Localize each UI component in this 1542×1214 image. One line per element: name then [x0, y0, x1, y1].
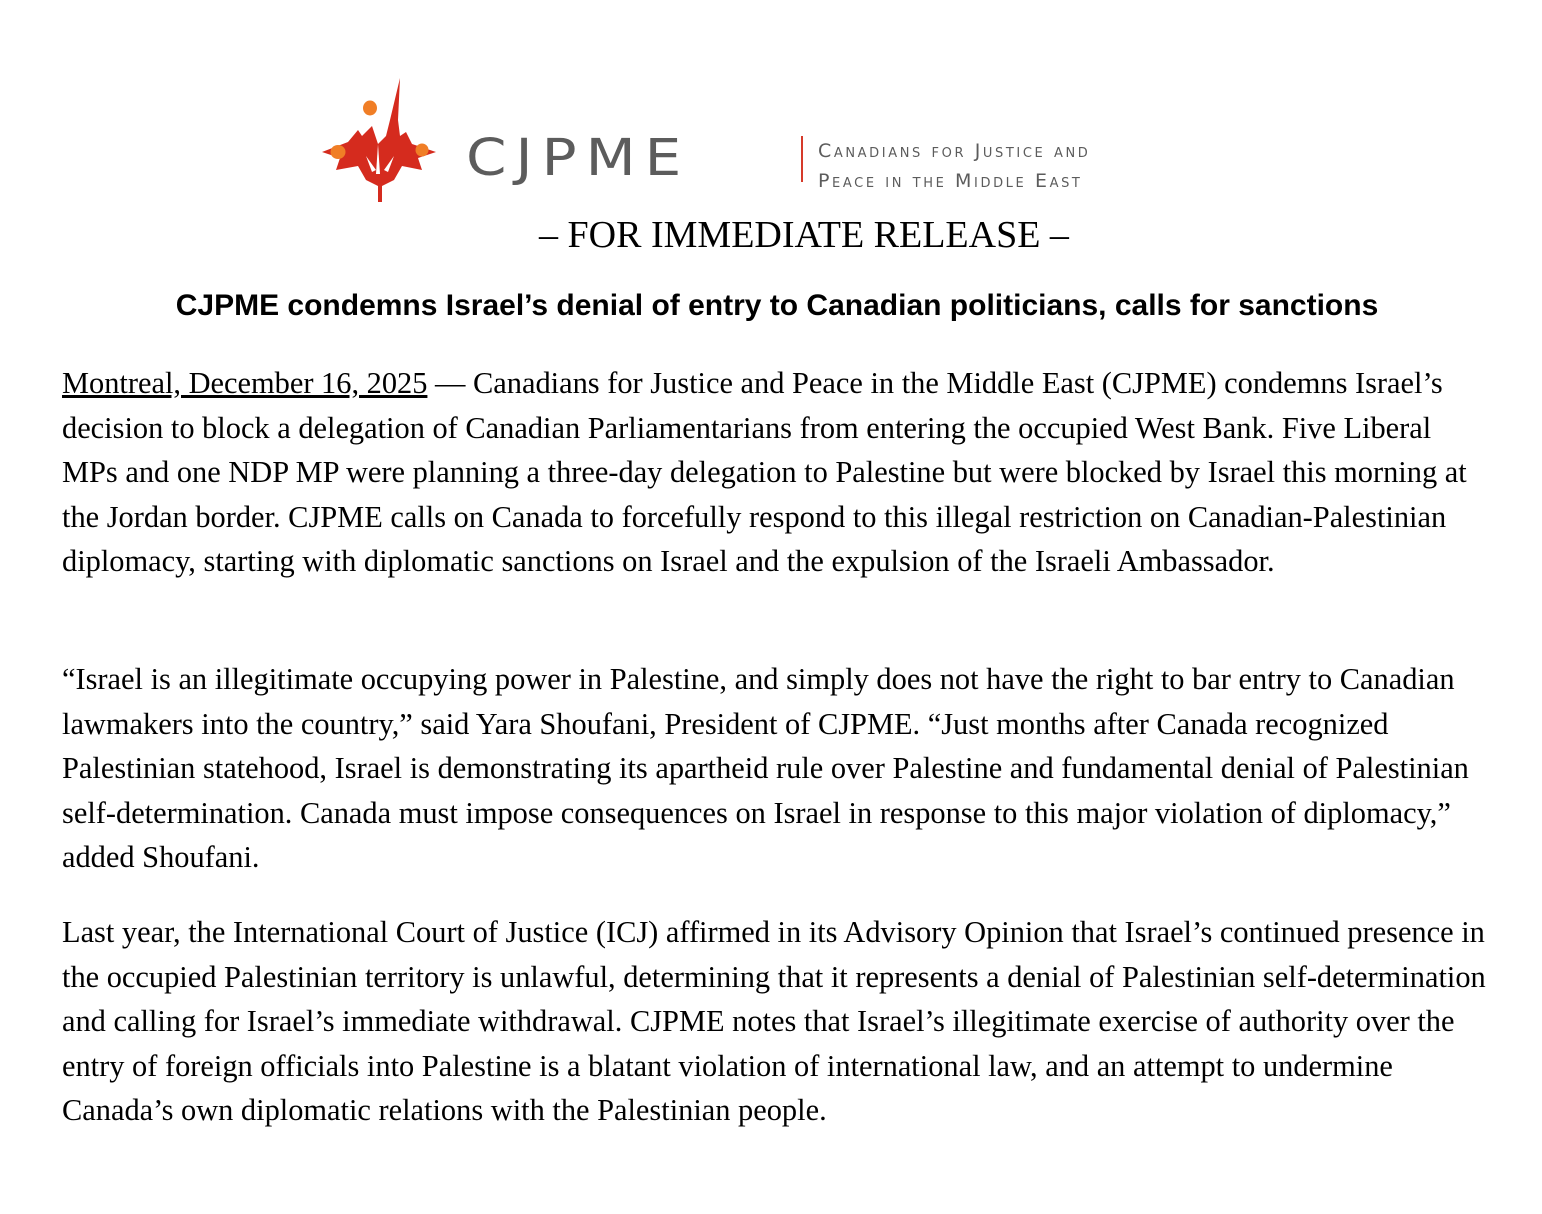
org-acronym-wordmark: CJPME [466, 127, 691, 188]
maple-leaf-figures-icon [318, 74, 438, 209]
paragraph-1-text: — Canadians for Justice and Peace in the Middle East (CJPME) condemns Israel’s decision to block a delegation of Canadian Parliamentarians from entering the occupied West Bank. Five Liberal MPs and one NDP MP were planning a three-day delegation to Palestine but were blocked by Israel this morning at the Jordan border. CJPME calls on Canada to forcefully respond to this illegal restriction on Canadian-Palestinian diplomacy, starting with diplomatic sanctions on Israel and the expulsion of the Israeli Ambassador. [62, 366, 1467, 578]
org-full-name [818, 136, 1090, 196]
org-name-line1: Canadians for Justice and [818, 140, 1091, 162]
paragraph-3 [62, 910, 1490, 1133]
paragraph-3-text: Last year, the International Court of Justice (ICJ) affirmed in its Advisory Opinion that Israel’s continued presence in the occupied Palestinian territory is unlawful, determining that it represents a denial of Palestinian self-determination and calling for Israel’s immediate withdrawal. CJPME notes that Israel’s illegitimate exercise of authority over the entry of foreign officials into Palestine is a blatant violation of international law, and an attempt to undermine Canada’s own diplomatic relations with the Palestinian people. [62, 915, 1486, 1127]
press-release-headline: CJPME condemns Israel’s denial of entry to Canadian politicians, calls for sanctions [175, 289, 1379, 322]
org-name-line2: Peace in the Middle East [818, 170, 1083, 192]
paragraph-2-text: “Israel is an illegitimate occupying power in Palestine, and simply does not have the right to bar entry to Canadian lawmakers into the country,” said Yara Shoufani, President of CJPME. “Just months after Canada recognized Palestinian statehood, Israel is demonstrating its apartheid rule over Palestine and fundamental denial of Palestinian self-determination. Canada must impose consequences on Israel in response to this major violation of diplomacy,” added Shoufani. [62, 662, 1469, 874]
letterhead-divider [801, 136, 803, 182]
paragraph-2 [62, 657, 1490, 880]
release-label: – FOR IMMEDIATE RELEASE – [539, 214, 1069, 256]
paragraph-1 [62, 361, 1490, 584]
letterhead [318, 74, 1218, 209]
dateline: Montreal, December 16, 2025 [62, 366, 428, 400]
